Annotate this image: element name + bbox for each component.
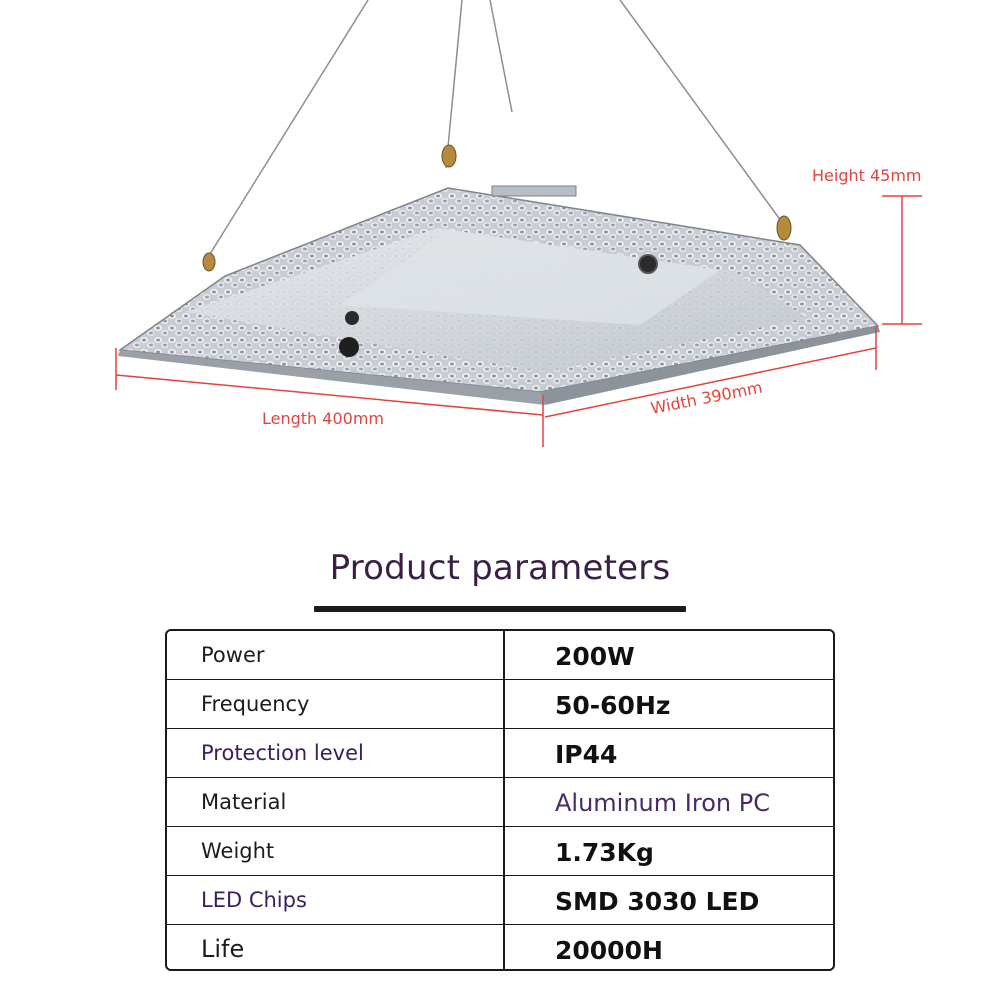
param-label: Material [201, 790, 287, 814]
param-value: 1.73Kg [555, 838, 654, 867]
height-dimension-label: Height 45mm [812, 166, 922, 185]
table-row [167, 925, 833, 971]
column-divider [503, 827, 505, 875]
length-dimension-label: Length 400mm [262, 409, 384, 428]
param-label: Frequency [201, 692, 310, 716]
table-row [167, 680, 833, 729]
column-divider [503, 631, 505, 679]
title-underline [314, 606, 686, 612]
table-row [167, 876, 833, 925]
param-label: Life [201, 935, 245, 963]
table-row [167, 631, 833, 680]
param-value: IP44 [555, 740, 618, 769]
param-value: 200W [555, 642, 635, 671]
column-divider [503, 680, 505, 728]
section-title: Product parameters [329, 548, 671, 588]
param-value: Aluminum Iron PC [555, 789, 770, 817]
parameters-table [165, 629, 835, 971]
param-label: Power [201, 643, 265, 667]
table-row [167, 827, 833, 876]
param-value: 50-60Hz [555, 691, 671, 720]
table-row [167, 778, 833, 827]
column-divider [503, 876, 505, 924]
param-value: SMD 3030 LED [555, 887, 760, 916]
param-label: Weight [201, 839, 275, 863]
param-label: LED Chips [201, 888, 307, 912]
width-dimension-label: Width 390mm [649, 377, 764, 418]
column-divider [503, 925, 505, 971]
param-value: 20000H [555, 936, 663, 965]
column-divider [503, 778, 505, 826]
column-divider [503, 729, 505, 777]
table-row [167, 729, 833, 778]
param-label: Protection level [201, 741, 364, 765]
